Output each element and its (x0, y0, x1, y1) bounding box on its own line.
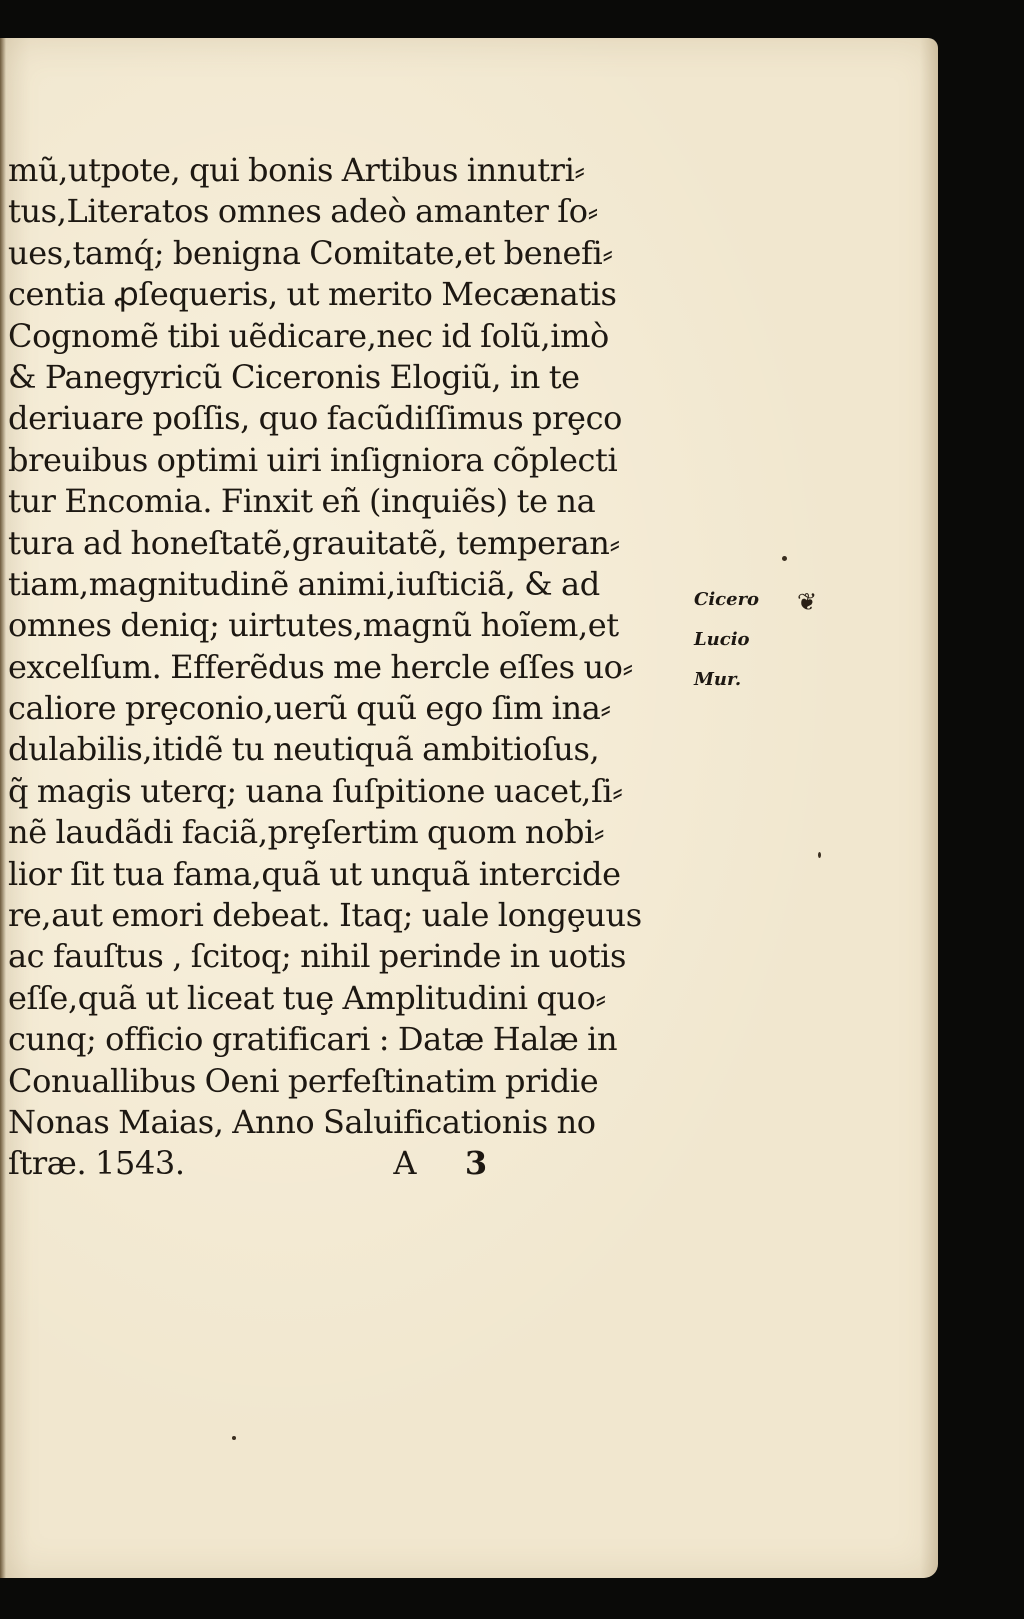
marginal-note-line: Cicero (694, 589, 760, 610)
ink-speck (818, 852, 821, 858)
text-line: tur Encomia. Finxit eñ (inquiẽs) te na (8, 482, 596, 521)
text-line: Conuallibus Oeni perfeſtinatim pridie (8, 1061, 599, 1100)
fleuron-ornament: ❦ (797, 588, 818, 616)
marginal-note-line: Lucio (694, 629, 750, 650)
signature-mark-letter: A (393, 1144, 417, 1183)
text-line: nẽ laudãdi faciã,prȩſertim quom nobi⸗ (8, 813, 605, 852)
text-line: omnes deniq; uirtutes,magnũ hoĩem,et (8, 606, 619, 645)
text-line: tiam,magnitudinẽ animi,iuſticiã, & ad (8, 564, 600, 603)
text-line: & Panegyricũ Ciceronis Elogiũ, in te (8, 357, 580, 396)
final-line (8, 1143, 708, 1184)
text-line: Cognomẽ tibi uẽdicare,nec id ſolũ,imò (8, 316, 609, 355)
text-line: centia ꝓſequeris, ut merito Mecænatis (8, 275, 617, 314)
text-line: ues,tamq́; benigna Comitate,et benefi⸗ (8, 233, 613, 272)
signature-mark-number: 3 (464, 1144, 487, 1183)
text-line: re,aut emori debeat. Itaq; uale longȩuus (8, 896, 642, 935)
text-line: tus,Literatos omnes adeò amanter ſo⸗ (8, 192, 598, 231)
main-text-block (8, 150, 708, 1185)
text-line: dulabilis,itidẽ tu neutiquã ambitioſus, (8, 730, 600, 769)
text-line: q̃ magis uterq; uana ſuſpitione uacet,ſi⸗ (8, 771, 623, 810)
text-line: breuibus optimi uiri inſigniora cõplecti (8, 440, 618, 479)
text-line: mũ,utpote, qui bonis Artibus innutri⸗ (8, 151, 585, 189)
ink-speck (782, 556, 787, 561)
text-line: excelſum. Efferẽdus me hercle eſſes uo⸗ (8, 647, 633, 686)
text-line: caliore prȩconio,uerũ quũ ego ſim ina⸗ (8, 689, 611, 728)
text-line: eſſe,quã ut liceat tuȩ Amplitudini quo⸗ (8, 978, 606, 1017)
spine-edge (0, 38, 6, 1578)
ink-speck (232, 1436, 236, 1440)
marginal-note-line: Mur. (694, 669, 742, 690)
closing-date: ſtræ. 1543. (8, 1144, 185, 1183)
text-line: ac fauſtus , ſcitoq; nihil perinde in uotis (8, 937, 626, 976)
text-line: cunq; officio gratificari : Datæ Halæ in (8, 1020, 618, 1059)
text-line: Nonas Maias, Anno Saluificationis no (8, 1102, 596, 1141)
text-line: deriuare poſſis, quo facũdiſſimus prȩco (8, 399, 622, 438)
text-line: tura ad honeſtatẽ,grauitatẽ, temperan⸗ (8, 523, 620, 562)
marginal-note (694, 580, 759, 700)
text-line: lior ſit tua fama,quã ut unquã intercide (8, 854, 621, 893)
